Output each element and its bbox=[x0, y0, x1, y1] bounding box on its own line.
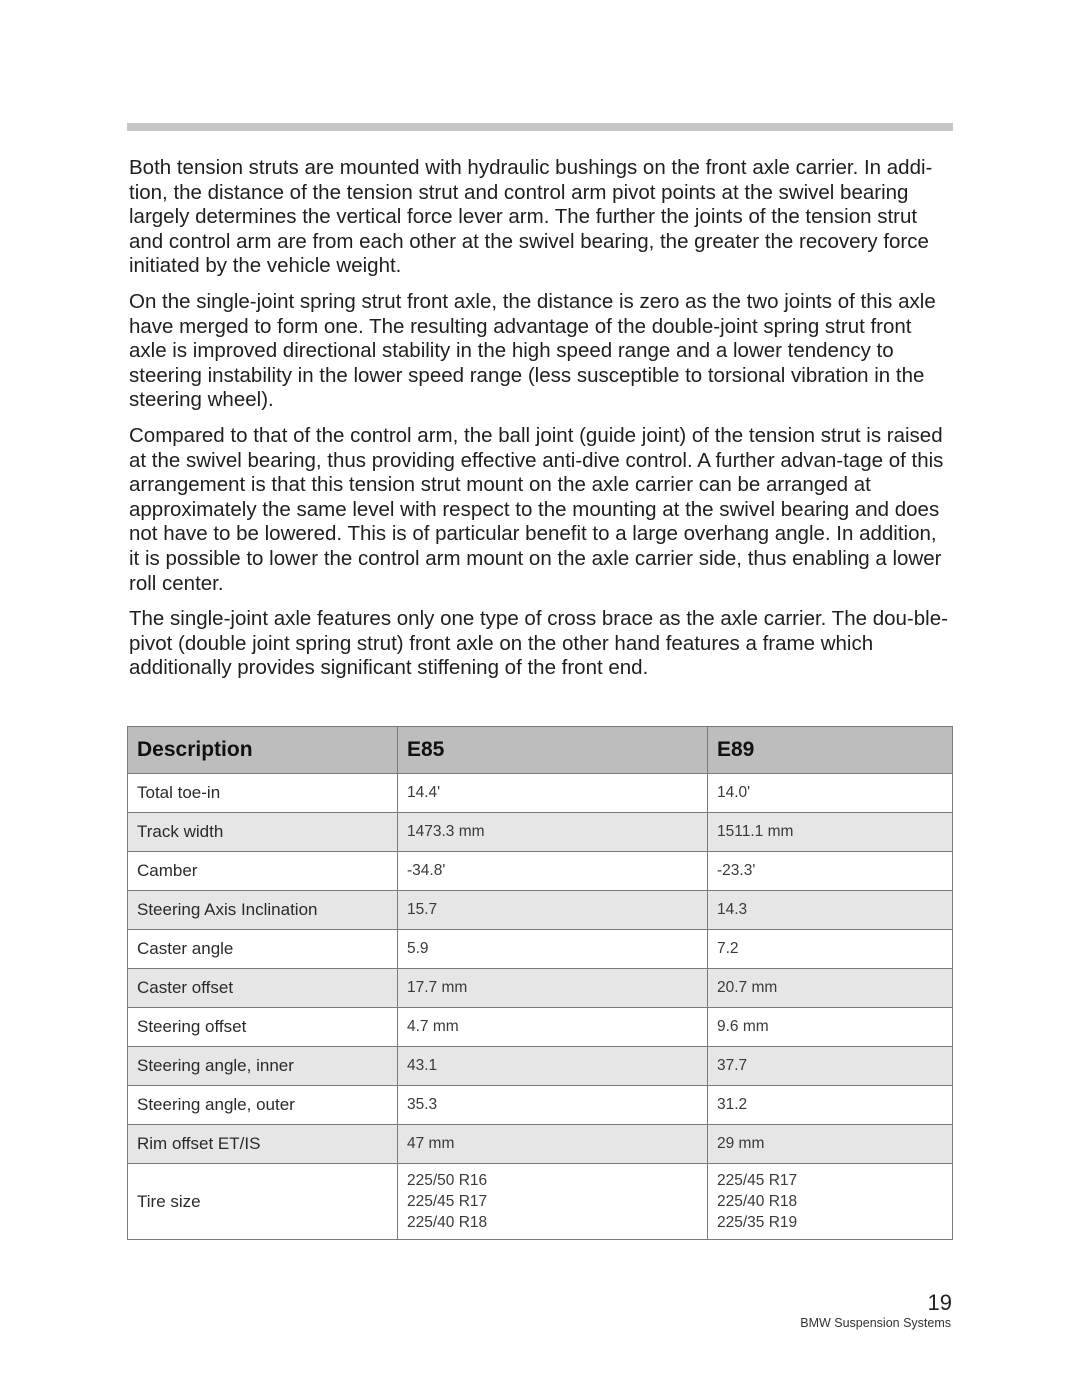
tire-size: 225/50 R16 bbox=[407, 1172, 488, 1189]
e85-value: 14.4' bbox=[398, 774, 708, 813]
table-row bbox=[128, 891, 953, 930]
row-label: Steering Axis Inclination bbox=[128, 891, 398, 930]
row-label: Steering angle, outer bbox=[128, 1086, 398, 1125]
e85-value: 1473.3 mm bbox=[398, 813, 708, 852]
paragraph: Both tension struts are mounted with hydraulic bushings on the front axle carrier. In addi-tion, the distance of the tension strut and control arm pivot points at the swivel bearing largely determines the vertical force lever arm. The further the joints of the tension strut and control arm are from each other at the swivel bearing, the greater the recovery force initiated by the vehicle weight. bbox=[129, 156, 933, 278]
paragraph: Compared to that of the control arm, the ball joint (guide joint) of the tension strut is raised at the swivel bearing, thus providing effective anti-dive control. A further advan-tage of this arrangement is that this tension strut mount on the axle carrier can be arranged at approximately the same level with respect to the mounting at the swivel bearing and does not have to be lowered. This is of particular benefit to a large overhang angle. In addition, it is possible to lower the control arm mount on the axle carrier side, thus enabling a lower roll center. bbox=[129, 423, 944, 595]
table-row bbox=[128, 852, 953, 891]
row-label: Camber bbox=[128, 852, 398, 891]
row-label: Caster angle bbox=[128, 930, 398, 969]
table-row bbox=[128, 774, 953, 813]
e85-value: 17.7 mm bbox=[398, 969, 708, 1008]
page-number: 19 bbox=[927, 1290, 952, 1315]
tire-size: 225/45 R17 bbox=[717, 1172, 798, 1189]
specs-table bbox=[127, 726, 953, 1240]
header-e89: E89 bbox=[708, 727, 953, 774]
table-row bbox=[128, 930, 953, 969]
e85-value: -34.8' bbox=[398, 852, 708, 891]
tire-size: 225/45 R17 bbox=[407, 1193, 488, 1210]
row-label: Steering offset bbox=[128, 1008, 398, 1047]
e89-value: 29 mm bbox=[708, 1125, 953, 1164]
e89-value: 9.6 mm bbox=[708, 1008, 953, 1047]
row-label: Steering angle, inner bbox=[128, 1047, 398, 1086]
table-row-tire-size bbox=[128, 1164, 953, 1240]
e89-value: 37.7 bbox=[708, 1047, 953, 1086]
header-rule bbox=[127, 123, 953, 131]
body-text bbox=[129, 156, 951, 692]
e89-value: 20.7 mm bbox=[708, 969, 953, 1008]
e89-value: 7.2 bbox=[708, 930, 953, 969]
e85-value: 4.7 mm bbox=[398, 1008, 708, 1047]
e85-value: 47 mm bbox=[398, 1125, 708, 1164]
row-label: Rim offset ET/IS bbox=[128, 1125, 398, 1164]
tire-size: 225/40 R18 bbox=[717, 1193, 798, 1210]
row-label: Tire size bbox=[128, 1164, 398, 1240]
e89-value: 31.2 bbox=[708, 1086, 953, 1125]
paragraph: On the single-joint spring strut front axle, the distance is zero as the two joints of this axle have merged to form one. The resulting advantage of the double-joint spring strut front axle is improved directional stability in the high speed range and a lower tendency to steering instability in the lower speed range (less susceptible to torsional vibration in the steering wheel). bbox=[129, 289, 936, 412]
table-row bbox=[128, 969, 953, 1008]
table-header-row bbox=[128, 727, 953, 774]
e89-tire-sizes bbox=[708, 1164, 953, 1240]
e85-value: 43.1 bbox=[398, 1047, 708, 1086]
table-row bbox=[128, 1008, 953, 1047]
tire-size: 225/35 R19 bbox=[717, 1214, 798, 1231]
e85-value: 15.7 bbox=[398, 891, 708, 930]
e85-tire-sizes bbox=[398, 1164, 708, 1240]
table-row bbox=[128, 1125, 953, 1164]
table-row bbox=[128, 813, 953, 852]
header-description: Description bbox=[128, 727, 398, 774]
e89-value: 14.0' bbox=[708, 774, 953, 813]
row-label: Track width bbox=[128, 813, 398, 852]
footer-title: BMW Suspension Systems bbox=[800, 1316, 951, 1330]
e89-value: 14.3 bbox=[708, 891, 953, 930]
row-label: Caster offset bbox=[128, 969, 398, 1008]
header-e85: E85 bbox=[398, 727, 708, 774]
paragraph: The single-joint axle features only one type of cross brace as the axle carrier. The dou-ble-pivot (double joint spring strut) front axle on the other hand features a frame which additionally provides significant stiffening of the front end. bbox=[129, 607, 948, 680]
row-label: Total toe-in bbox=[128, 774, 398, 813]
tire-size: 225/40 R18 bbox=[407, 1214, 488, 1231]
e85-value: 35.3 bbox=[398, 1086, 708, 1125]
e85-value: 5.9 bbox=[398, 930, 708, 969]
e89-value: 1511.1 mm bbox=[708, 813, 953, 852]
table-row bbox=[128, 1086, 953, 1125]
e89-value: -23.3' bbox=[708, 852, 953, 891]
table-row bbox=[128, 1047, 953, 1086]
